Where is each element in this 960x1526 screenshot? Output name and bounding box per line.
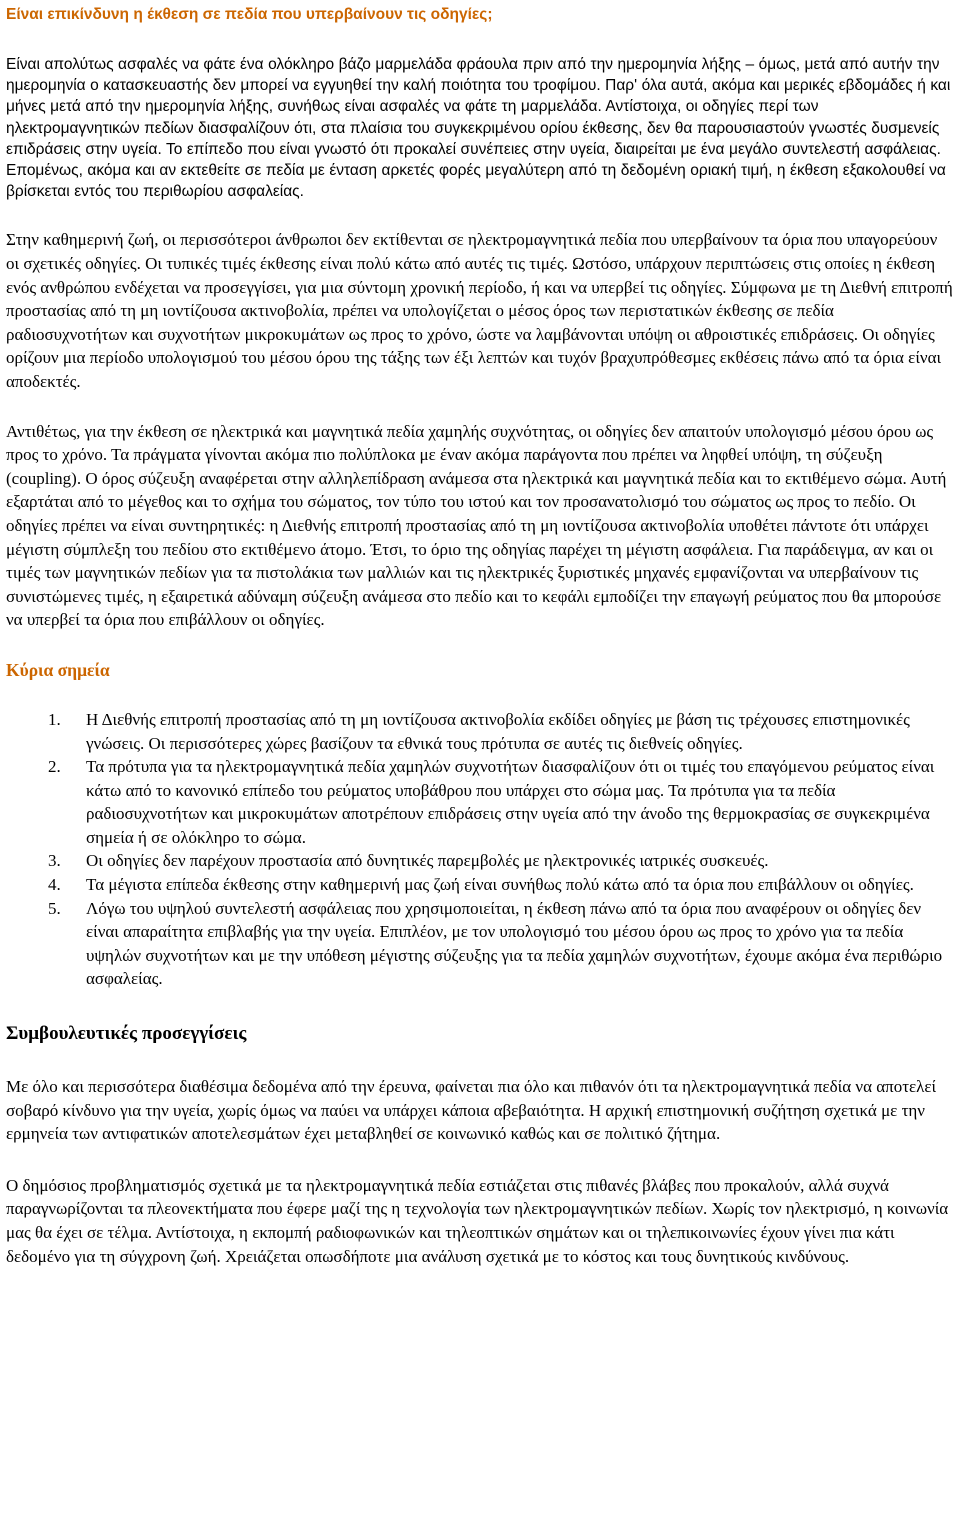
list-item-text: Τα πρότυπα για τα ηλεκτρομαγνητικά πεδία χαμηλών συχνοτήτων διασφαλίζουν ότι οι τιμές του επαγόμενου ρεύματος είναι κάτω από το κανονικό επίπεδο του ρεύματος υποβάθρου που υπάρχει στο σώμα μας. Τα πρότυπα για τα πεδία ραδιοσυχνοτήτων και μικροκυμάτων αποτρέπουν επιδράσεις στην υγεία από την άνοδο της θερμοκρασίας σε συγκεκριμένα σημεία ή σε ολόκληρο το σώμα. <box>86 757 935 847</box>
daily-life-paragraph: Στην καθημερινή ζωή, οι περισσότεροι άνθρωποι δεν εκτίθενται σε ηλεκτρομαγνητικά πεδία που υπερβαίνουν τα όρια που υπαγορεύουν οι σχετικές οδηγίες. Οι τυπικές τιμές έκθεσης είναι πολύ κάτω από αυτές τις τιμές. Ωστόσο, υπάρχουν περιπτώσεις στις οποίες η έκθεση ενός ανθρώπου ενδέχεται να προσεγγίσει, για μια σύντομη χρονική περίοδο, ή και να υπερβεί τις οδηγίες. Σύμφωνα με τη Διεθνή επιτροπή προστασίας από τη μη ιοντίζουσα ακτινοβολία, πρέπει να υπολογίζεται ο μέσος όρος των περιστατικών έκθεσης σε πεδία ραδιοσυχνοτήτων και συχνοτήτων μικροκυμάτων ως προς το χρόνο, ώστε να λαμβάνονται υπόψη οι αθροιστικές επιδράσεις. Οι οδηγίες ορίζουν μια περίοδο υπολογισμού του μέσου όρου της τάξης των έξι λεπτών και τυχόν βραχυπρόθεσμες εκθέσεις πάνω από τα όρια είναι αποδεκτές. <box>6 230 953 391</box>
list-item-text: Η Διεθνής επιτροπή προστασίας από τη μη ιοντίζουσα ακτινοβολία εκδίδει οδηγίες με βάση τις τρέχουσες επιστημονικές γνώσεις. Οι περισσότερες χώρες βασίζουν τα εθνικά τους πρότυπα σε αυτές τις διεθνείς οδηγίες. <box>86 709 910 753</box>
document-page <box>6 4 954 1268</box>
advisory-heading: Συμβουλευτικές προσεγγίσεις <box>6 1023 247 1045</box>
list-item-number: 1. <box>48 709 61 729</box>
key-points-heading: Κύρια σημεία <box>6 659 110 680</box>
page-title: Είναι επικίνδυνη η έκθεση σε πεδία που υπερβαίνουν τις οδηγίες; <box>6 6 493 23</box>
key-points-list <box>6 708 954 991</box>
list-item <box>48 873 954 897</box>
intro-paragraph: Είναι απολύτως ασφαλές να φάτε ένα ολόκληρο βάζο μαρμελάδα φράουλα πριν από την ημερομηνία λήξης – όμως, μετά από αυτήν την ημερομηνία ο κατασκευαστής δεν μπορεί να εγγυηθεί την καλή ποιότητα του τροφίμου. Παρ' όλα αυτά, ακόμα και μερικές εβδομάδες ή και μήνες μετά από την ημερομηνία λήξης, συνήθως είναι ασφαλές να φάτε τη μαρμελάδα. Αντίστοιχα, οι οδηγίες περί των ηλεκτρομαγνητικών πεδίων διασφαλίζουν ότι, στα πλαίσια του συγκεκριμένου ορίου έκθεσης, δεν θα παρουσιαστούν γνωστές δυσμενείς επιδράσεις στην υγεία. Το επίπεδο που είναι γνωστό ότι προκαλεί συνέπειες στην υγεία, διαιρείται με ένα μεγάλο συντελεστή ασφάλειας. Επομένως, ακόμα και αν εκτεθείτε σε πεδία με ένταση αρκετές φορές μεγαλύτερη από τη δεδομένη οριακή τιμή, η έκθεση εξακολουθεί να βρίσκεται εντός του περιθωρίου ασφαλείας. <box>6 56 951 201</box>
list-item-number: 5. <box>48 898 61 918</box>
list-item-number: 4. <box>48 875 61 895</box>
advisory-paragraph-2: Ο δημόσιος προβληματισμός σχετικά με τα ηλεκτρομαγνητικά πεδία εστιάζεται στις πιθανές βλάβες που προκαλούν, αλλά συχνά παραγνωρίζονται τα πλεονεκτήματα που έφερε μαζί της η τεχνολογία των ηλεκτρομαγνητικών πεδίων. Χωρίς τον ηλεκτρισμό, η κοινωνία μας θα έχει σε τέλμα. Αντίστοιχα, η εκπομπή ραδιοφωνικών και τηλεοπτικών σημάτων και οι τηλεπικοινωνίες έχουν γίνει πια κάτι δεδομένο για τη σύγχρονη ζωή. Χρειάζεται οπωσδήποτε μια ανάλυση σχετικά με το κόστος και τους δυνητικούς κινδύνους. <box>6 1175 949 1266</box>
list-item-number: 2. <box>48 757 61 777</box>
list-item-text: Λόγω του υψηλού συντελεστή ασφάλειας που χρησιμοποιείται, η έκθεση πάνω από τα όρια που αναφέρουν οι οδηγίες δεν είναι απαραίτητα επιβλαβής για την υγεία. Επιπλέον, με τον υπολογισμό του μέσου όρου ως προς το χρόνο για τα πεδία υψηλών συχνοτήτων και με την υπόθεση μέγιστης σύζευξης για τα πεδία χαμηλών συχνοτήτων, έχουμε ακόμα ένα περιθώριο ασφαλείας. <box>86 898 943 989</box>
list-item <box>48 849 954 873</box>
list-item-number: 3. <box>48 851 61 871</box>
advisory-paragraph-1: Με όλο και περισσότερα διαθέσιμα δεδομένα από την έρευνα, φαίνεται πια όλο και πιθανόν ότι τα ηλεκτρομαγνητικά πεδία να αποτελεί σοβαρό κίνδυνο για την υγεία, χωρίς όμως να παύει να υπάρχει κάποια αβεβαιότητα. Η αρχική επιστημονική συζήτηση σχετικά με την ερμηνεία των αντιφατικών αποτελεσμάτων έχει μεταβληθεί σε κοινωνικό καθώς και σε πολιτικό ζήτημα. <box>6 1077 937 1144</box>
list-item <box>48 755 954 849</box>
list-item <box>48 708 954 755</box>
low-frequency-paragraph: Αντιθέτως, για την έκθεση σε ηλεκτρικά και μαγνητικά πεδία χαμηλής συχνότητας, οι οδηγίες δεν απαιτούν υπολογισμό μέσου όρου ως προς το χρόνο. Τα πράγματα γίνονται ακόμα πιο πολύπλοκα με έναν ακόμα παράγοντα που πρέπει να ληφθεί υπόψη, τη σύζευξη (coupling). Ο όρος σύζευξη αναφέρεται στην αλληλεπίδραση ανάμεσα στα ηλεκτρικά και μαγνητικά πεδία και το εκτιθέμενο σώμα. Αυτή εξαρτάται από το μέγεθος και το σχήμα του σώματος, τον τύπο του ιστού και τον προσανατολισμό του σώματος ως προς το πεδίο. Οι οδηγίες πρέπει να είναι συντηρητικές: η Διεθνής επιτροπή προστασίας από τη μη ιοντίζουσα ακτινοβολία υποθέτει πάντοτε ότι υπάρχει μέγιστη σύμπλεξη του πεδίου στο εκτιθέμενο άτομο. Έτσι, το όριο της οδηγίας παρέχει τη μέγιστη ασφάλεια. Για παράδειγμα, αν και οι τιμές των μαγνητικών πεδίων για τα πιστολάκια των μαλλιών και τις ηλεκτρικές ξυριστικές μηχανές εμφανίζονται να υπερβαίνουν τις συνιστώμενες τιμές, η εξαιρετικά αδύναμη σύζευξη ανάμεσα στο πεδίο και το κεφάλι εμποδίζει την επαγωγή ρεύματος που θα μπορούσε να υπερβεί τα όρια που επιβάλλουν οι οδηγίες. <box>6 421 947 630</box>
list-item-text: Οι οδηγίες δεν παρέχουν προστασία από δυνητικές παρεμβολές με ηλεκτρονικές ιατρικές συσκευές. <box>86 851 769 871</box>
list-item <box>48 897 954 991</box>
list-item-text: Τα μέγιστα επίπεδα έκθεσης στην καθημερινή μας ζωή είναι συνήθως πολύ κάτω από τα όρια που επιβάλλουν οι οδηγίες. <box>86 875 914 895</box>
